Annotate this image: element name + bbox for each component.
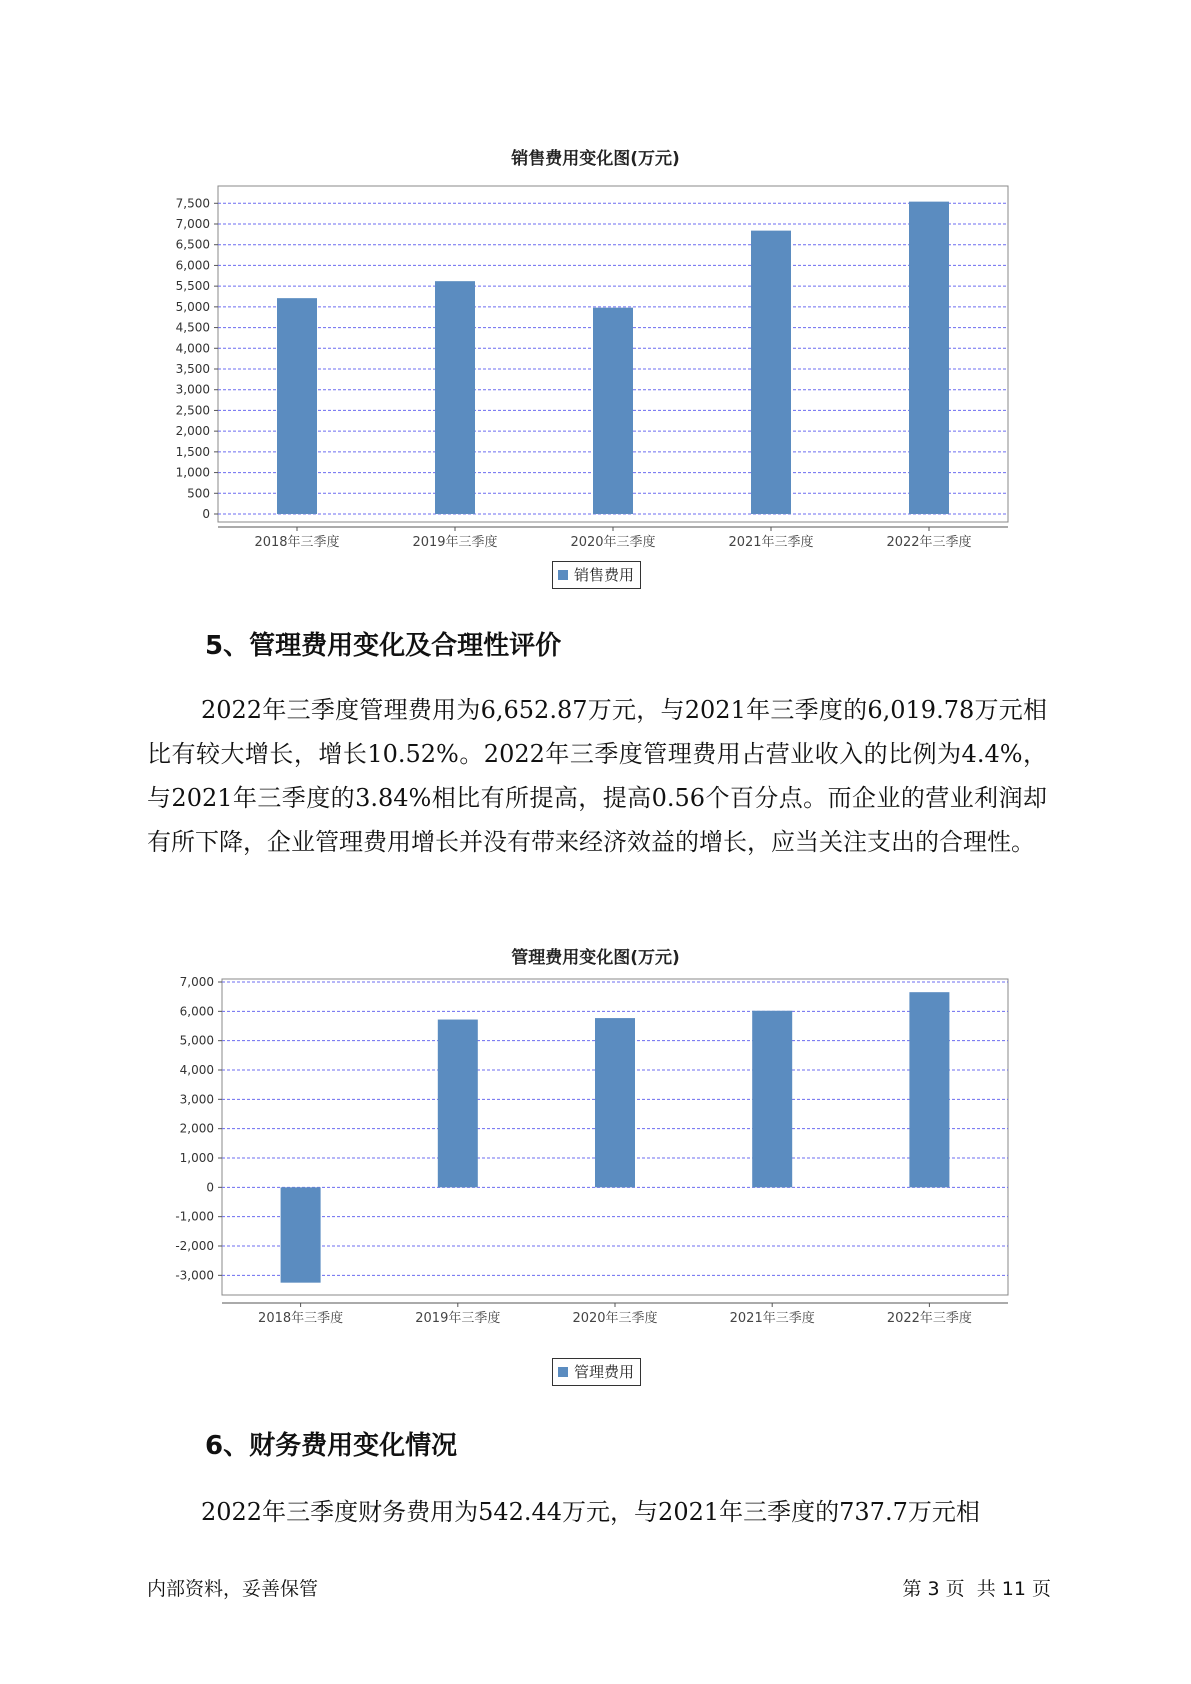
legend-management	[552, 1358, 641, 1386]
y-tick-label: -2,000	[175, 1239, 214, 1253]
y-tick-label: 5,000	[179, 1033, 214, 1048]
y-tick-label: 7,500	[175, 196, 210, 211]
y-tick-label: 7,000	[175, 217, 210, 231]
y-tick-label: 4,500	[175, 320, 210, 335]
y-tick-label: 6,500	[175, 237, 210, 252]
legend-label-management: 管理费用	[574, 1363, 635, 1381]
y-tick-label: 1,000	[175, 465, 210, 480]
y-tick-label: 6,000	[175, 258, 210, 273]
bar	[752, 1011, 792, 1188]
bar	[751, 231, 791, 514]
bar	[438, 1020, 478, 1188]
paragraph-management-expense: 2022年三季度管理费用为6,652.87万元，与2021年三季度的6,019.78万元相比有较大增长，增长10.52%。2022年三季度管理费用占营业收入的比例为4.4%，与2021年三季度的3.84%相比有所提高，提高0.56个百分点。而企业的营业利润却有所下降，企业管理费用增长并没有带来经济效益的增长，应当关注支出的合理性。	[147, 696, 1047, 856]
legend-label-sales: 销售费用	[574, 566, 635, 584]
section-heading-6: 6、财务费用变化情况	[205, 1431, 458, 1461]
y-tick-label: 3,000	[179, 1092, 214, 1107]
bar	[909, 992, 949, 1187]
y-tick-label: 5,000	[175, 299, 210, 314]
y-tick-label: -3,000	[175, 1268, 214, 1283]
y-tick-label: 7,000	[179, 975, 214, 989]
x-tick-label: 2022年三季度	[886, 1311, 972, 1326]
bar	[277, 298, 317, 514]
x-tick-label: 2020年三季度	[570, 535, 656, 550]
x-tick-label: 2021年三季度	[729, 1311, 815, 1326]
y-tick-label: 2,000	[179, 1121, 214, 1136]
x-tick-label: 2018年三季度	[254, 535, 340, 550]
y-tick-label: -1,000	[175, 1209, 214, 1224]
y-tick-label: 0	[206, 1180, 214, 1195]
x-tick-label: 2018年三季度	[258, 1311, 344, 1326]
x-tick-label: 2019年三季度	[412, 535, 498, 550]
legend-swatch	[558, 570, 568, 580]
management-expense-chart	[0, 960, 1191, 1360]
y-tick-label: 4,000	[179, 1063, 214, 1077]
bar	[281, 1187, 321, 1282]
y-tick-label: 5,500	[175, 279, 210, 294]
bar	[593, 308, 633, 514]
section-heading-5: 5、管理费用变化及合理性评价	[205, 631, 562, 661]
bar	[909, 202, 949, 514]
y-tick-label: 500	[187, 486, 210, 501]
x-tick-label: 2022年三季度	[886, 535, 972, 550]
sales-expense-chart	[0, 0, 1191, 560]
y-tick-label: 3,000	[175, 382, 210, 397]
y-tick-label: 1,500	[175, 444, 210, 459]
bar	[435, 281, 475, 514]
chart-title-sales: 销售费用变化图(万元)	[511, 149, 680, 169]
y-tick-label: 4,000	[175, 341, 210, 356]
chart-title-management: 管理费用变化图(万元)	[511, 948, 680, 968]
y-tick-label: 2,000	[175, 424, 210, 439]
footer-confidential: 内部资料，妥善保管	[147, 1578, 319, 1600]
legend-sales	[552, 561, 641, 589]
x-tick-label: 2020年三季度	[572, 1311, 658, 1326]
legend-swatch	[558, 1367, 568, 1377]
footer-page-number: 第 3 页 共 11 页	[902, 1578, 1051, 1600]
y-tick-label: 0	[202, 507, 210, 521]
bar	[595, 1018, 635, 1187]
y-tick-label: 3,500	[175, 362, 210, 376]
paragraph-finance-expense: 2022年三季度财务费用为542.44万元，与2021年三季度的737.7万元相	[201, 1498, 980, 1526]
x-tick-label: 2021年三季度	[728, 535, 814, 550]
y-tick-label: 2,500	[175, 403, 210, 418]
y-tick-label: 6,000	[179, 1004, 214, 1019]
x-tick-label: 2019年三季度	[415, 1311, 501, 1326]
y-tick-label: 1,000	[179, 1151, 214, 1165]
